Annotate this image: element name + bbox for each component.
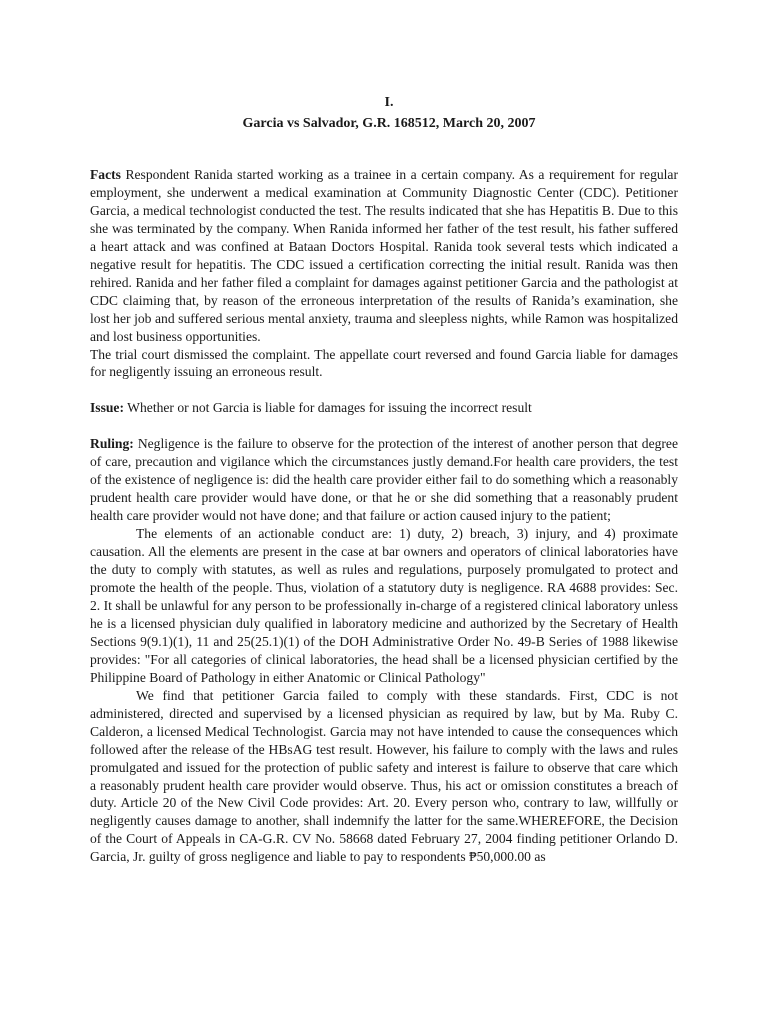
issue-text: Whether or not Garcia is liable for damages for issuing the incorrect result bbox=[124, 400, 532, 416]
ruling-label: Ruling: bbox=[90, 436, 134, 452]
spacer bbox=[90, 417, 678, 435]
facts-continuation: The trial court dismissed the complaint. The appellate court reversed and found Garcia liable for damages for negligently issuing an erroneous result. bbox=[90, 346, 678, 380]
spacer bbox=[90, 133, 678, 166]
document-page bbox=[90, 93, 678, 866]
facts-paragraph bbox=[90, 166, 678, 346]
ruling-text: Negligence is the failure to observe for the protection of the interest of another person that degree of care, precaution and vigilance which the circumstances justly demand.For health care providers, the test of the existence of negligence is: did the health care provider either fail to do something which a reasonably prudent health care provider would have done, or that he or she did something that a reasonably prudent health care provider would not have done; and that failure or action caused injury to the patient; bbox=[90, 436, 678, 524]
issue-paragraph bbox=[90, 399, 678, 417]
issue-label: Issue: bbox=[90, 400, 124, 416]
ruling-paragraph bbox=[90, 435, 678, 525]
spacer bbox=[90, 381, 678, 399]
ruling-paragraph-2: The elements of an actionable conduct are: 1) duty, 2) breach, 3) injury, and 4) proximate causation. All the elements are present in the case at bar owners and operators of clinical laboratories have the duty to comply with statutes, as well as rules and regulations, purposely promulgated to protect and promote the health of the people. Thus, violation of a statutory duty is negligence. RA 4688 provides: Sec. 2. It shall be unlawful for any person to be professionally in-charge of a registered clinical laboratory unless he is a licensed physician duly qualified in laboratory medicine and authorized by the Secretary of Health Sections 9(9.1)(1), 11 and 25(25.1)(1) of the DOH Administrative Order No. 49-B Series of 1988 likewise provides: "For all categories of clinical laboratories, the head shall be a licensed physician certified by the Philippine Board of Pathology in either Anatomic or Clinical Pathology" bbox=[90, 526, 678, 685]
facts-label: Facts bbox=[90, 167, 121, 182]
facts-text: Respondent Ranida started working as a trainee in a certain company. As a requirement for regular employment, she underwent a medical examination at Community Diagnostic Center (CDC). Petitioner Garcia, a medical technologist conducted the test. The results indicated that she has Hepatitis B. Due to this she was terminated by the company. When Ranida informed her father of the test result, his father suffered a heart attack and was confined at Bataan Doctors Hospital. Ranida took several tests which indicated a negative result for hepatitis. The CDC issued a certification correcting the initial result. Ranida was then rehired. Ranida and her father filed a complaint for damages against petitioner Garcia and the pathologist at CDC claiming that, by reason of the erroneous interpretation of the results of Ranida’s examination, she lost her job and suffered serious mental anxiety, trauma and sleepless nights, while Ramon was hospitalized and lost business opportunities. bbox=[90, 167, 678, 344]
case-title: Garcia vs Salvador, G.R. 168512, March 20, 2007 bbox=[242, 116, 536, 131]
section-number: I. bbox=[384, 95, 394, 110]
ruling-paragraph-3: We find that petitioner Garcia failed to comply with these standards. First, CDC is not administered, directed and supervised by a licensed physician as required by law, but by Ma. Ruby C. Calderon, a licensed Medical Technologist. Garcia may not have intended to cause the consequences which followed after the release of the HBsAG test result. However, his failure to comply with the laws and rules promulgated and issued for the protection of public safety and interest is failure to observe that care which a reasonably prudent health care provider would observe. Thus, his act or omission constitutes a breach of duty. Article 20 of the New Civil Code provides: Art. 20. Every person who, contrary to law, willfully or negligently causes damage to another, shall indemnify the latter for the same.WHEREFORE, the Decision of the Court of Appeals in CA-G.R. CV No. 58668 dated February 27, 2004 finding petitioner Orlando D. Garcia, Jr. guilty of gross negligence and liable to pay to respondents ₱50,000.00 as bbox=[90, 687, 678, 865]
